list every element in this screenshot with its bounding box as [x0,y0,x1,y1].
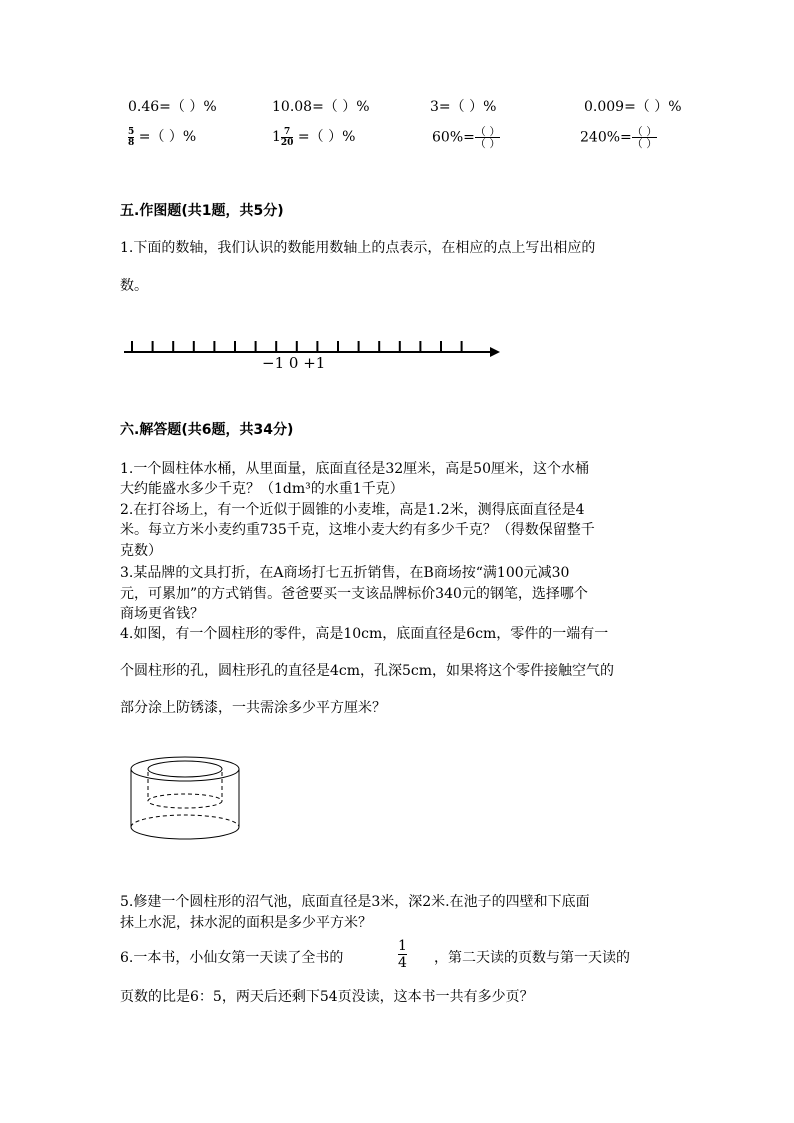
question-text: 6.一本书，小仙女第一天读了全书的 [120,950,344,966]
conversion-item: 0.009=（ ）% [584,99,682,115]
question-text: 米。每立方米小麦约重735千克，这堆小麦大约有多少千克？（得数保留整千 [120,522,595,538]
question-text: 商场更省钱？ [120,606,204,622]
fraction-one-quarter: $\frac{1}{4}$ [398,938,407,971]
question-text: 个圆柱形的孔，圆柱形孔的直径是4cm，孔深5cm，如果将这个零件接触空气的 [120,663,615,679]
question-text: 2.在打谷场上，有一个近似于圆锥的小麦堆，高是1.2米，测得底面直径是4 [120,502,585,518]
section-heading: 六.解答题(共6题，共34分) [120,422,294,438]
cylinder-part-figure [128,755,243,845]
question-text: 3.某品牌的文具打折，在A商场打七五折销售，在B商场按“满100元减30 [120,565,570,581]
question-text: 抹上水泥，抹水泥的面积是多少平方米？ [120,915,372,931]
question-text: 1.一个圆柱体水桶，从里面量，底面直径是32厘米，高是50厘米，这个水桶 [120,461,589,477]
conversion-item: $\frac{5}{8}$ =（ ）% [128,126,197,148]
question-text: ，第二天读的页数与第一天读的 [434,950,630,966]
conversion-item: $1\frac{7}{20}$ =（ ）% [272,126,356,148]
conversion-item: 60%=（ ） （ ） [432,125,501,150]
question-text: 部分涂上防锈漆，一共需涂多少平方厘米？ [120,700,386,716]
section-heading: 五.作图题(共1题，共5分) [120,203,284,219]
question-text: 数。 [120,278,148,294]
question-text: 元，可累加”的方式销售。爸爸要买一支该品牌标价340元的钢笔，选择哪个 [120,586,588,602]
fraction: $\frac{7}{20}$ [280,126,294,148]
question-text: 1.下面的数轴，我们认识的数能用数轴上的点表示，在相应的点上写出相应的 [120,240,596,256]
blank-fraction: （ ） （ ） [631,125,658,150]
fraction: $\frac{5}{8}$ [128,126,135,148]
blank-fraction: （ ） （ ） [474,125,501,150]
axis-labels: −1 0 +1 [262,354,326,372]
question-text: 克数） [120,543,162,559]
question-text: 5.修建一个圆柱形的沼气池，底面直径是3米，深2米.在池子的四壁和下底面 [120,894,590,910]
conversion-item: 0.46=（ ）% [128,99,217,115]
question-text: 4.如图，有一个圆柱形的零件，高是10cm，底面直径是6cm，零件的一端有一 [120,626,609,642]
question-text: 大约能盛水多少千克？（1dm³的水重1千克） [120,481,404,497]
conversion-item: 10.08=（ ）% [272,99,370,115]
question-text: 页数的比是6：5，两天后还剩下54页没读，这本书一共有多少页？ [120,989,534,1005]
conversion-item: 3=（ ）% [430,99,497,115]
conversion-item: 240%=（ ） （ ） [580,125,658,150]
